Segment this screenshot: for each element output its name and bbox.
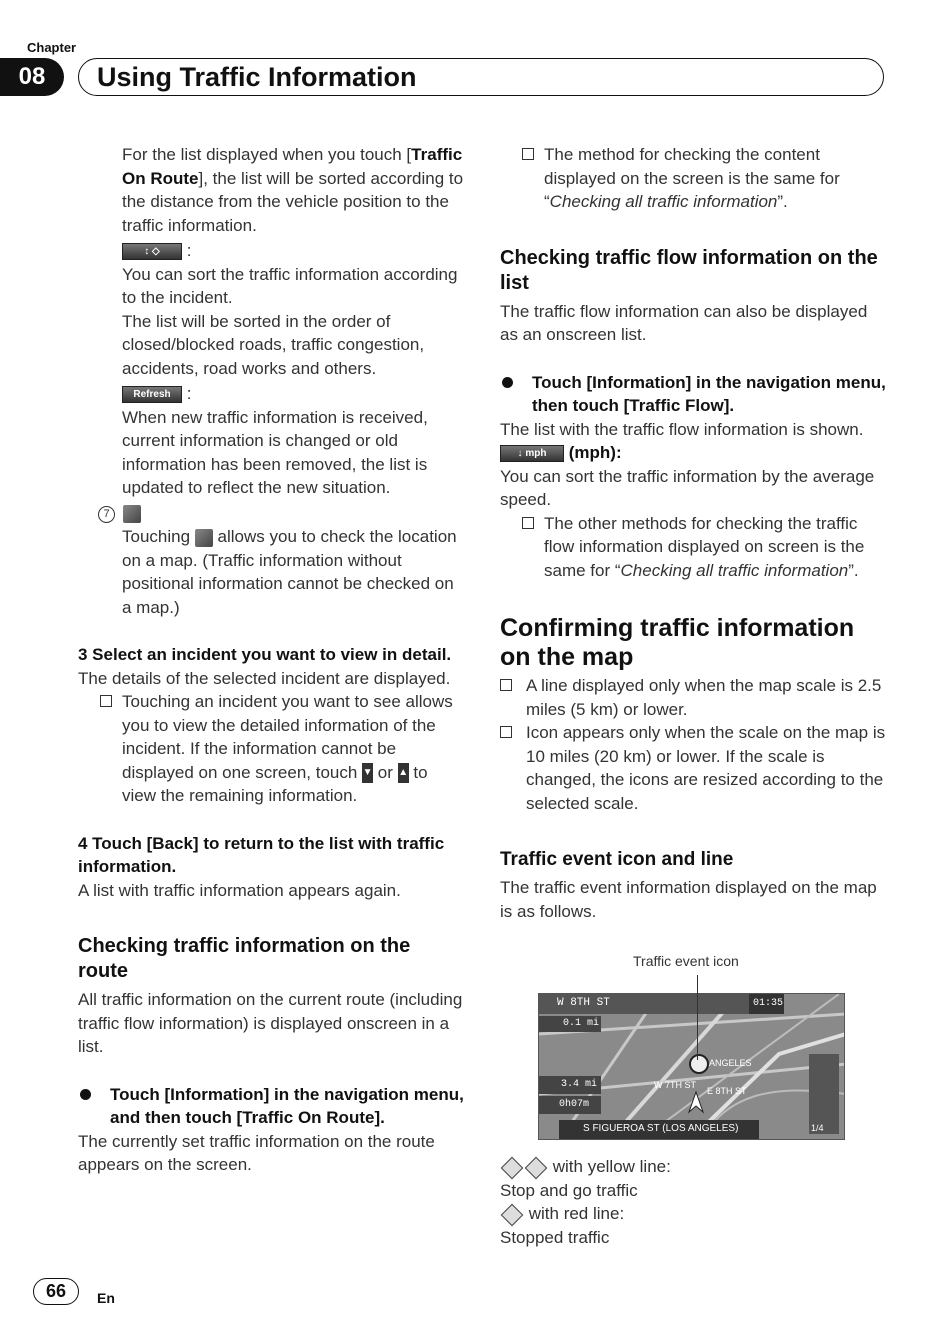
caption-leader-line [697, 975, 698, 1060]
refresh-text: When new traffic information is received, current information is changed or old information has been removed, the list is updated to reflect the new situation. [122, 407, 428, 497]
intro-text-b: ], the list will be sorted according to the distance from the vehicle position to the traffic information. [122, 168, 464, 235]
figure-caption: Traffic event icon [633, 953, 739, 969]
note-other-methods [500, 512, 888, 583]
step-3-heading: 3 Select an incident you want to view in detail. [78, 645, 452, 664]
language-code: En [97, 1290, 115, 1306]
chapter-title-box [78, 58, 884, 96]
step-3-text: The details of the selected incident are displayed. [78, 668, 451, 688]
chapter-number: 08 [0, 58, 64, 96]
left-column [78, 143, 464, 1177]
confirm-note-1 [500, 674, 888, 721]
page-number: 66 [33, 1278, 79, 1305]
intro-paragraph [122, 143, 464, 237]
map-street-bottom: S FIGUEROA ST (LOS ANGELES) [583, 1123, 739, 1134]
step-3-note [78, 690, 464, 808]
legend-2-label: with red line: [528, 1204, 625, 1223]
event-section-heading: Traffic event icon and line [500, 849, 734, 870]
intro-text-a: For the list displayed when you touch [ [122, 145, 412, 164]
note-checkbox-icon [522, 148, 534, 160]
route-section-heading: Checking traffic information on the route [78, 935, 411, 982]
map-street-top: W 8TH ST [557, 997, 610, 1009]
mph-row [500, 441, 888, 465]
chapter-label: Chapter [27, 40, 77, 55]
mph-text: You can sort the traffic information by the average speed. [500, 466, 875, 509]
flow-bullet-result: The list with the traffic flow information is shown. [500, 419, 864, 439]
confirm-note-2-text: Icon appears only when the scale on the map is 10 miles (20 km) or lower. If the scale is changed, the icons are resized according to the selected scale. [526, 723, 886, 813]
note-other-text-b: ”. [848, 560, 859, 580]
legend-row-2 [500, 1202, 671, 1226]
step-4-heading: 4 Touch [Back] to return to the list with traffic information. [78, 833, 445, 876]
map-distance-top: 0.1 mi [563, 1018, 600, 1029]
flow-text: The traffic flow information can also be displayed as an onscreen list. [500, 301, 868, 344]
intro-bold: Traffic On Route [122, 145, 463, 188]
confirm-section-heading: Confirming traffic information on the map [500, 614, 855, 671]
map-street-mid2: E 8TH ST [707, 1086, 747, 1096]
map-distance-2: 3.4 mi [561, 1079, 598, 1090]
confirm-note-1-text: A line displayed only when the map scale is 2.5 miles (5 km) or lower. [526, 676, 882, 719]
event-text: The traffic event information displayed on the map is as follows. [500, 878, 877, 921]
route-bullet-text: Touch [Information] in the navigation menu, and then touch [Traffic On Route]. [110, 1084, 464, 1127]
note-other-italic: Checking all traffic information [620, 560, 849, 580]
confirm-note-2 [500, 721, 888, 815]
scroll-up-icon: ▲ [398, 763, 409, 783]
touch-paragraph [122, 525, 464, 619]
stop-go-icon-alt [525, 1156, 548, 1179]
sort-text-1: You can sort the traffic information according to the incident. [122, 264, 458, 307]
sort-icon-row: ↕ ◇ : [122, 239, 464, 263]
legend-2-desc: Stopped traffic [500, 1227, 610, 1247]
note-checkbox-icon [522, 517, 534, 529]
sort-incident-icon: ↕ ◇ [122, 243, 182, 260]
flow-bullet-text: Touch [Information] in the navigation menu, then touch [Traffic Flow]. [532, 372, 886, 415]
bullet-dot-icon [502, 377, 513, 388]
mph-sort-icon: ↓ mph [500, 445, 564, 462]
step-4-text: A list with traffic information appears again. [78, 880, 401, 900]
flow-section-heading: Checking traffic flow information on the list [500, 246, 878, 294]
note-method-italic: Checking all traffic information [549, 192, 778, 211]
map-time: 01:35 [753, 998, 784, 1009]
note-checkbox-icon [500, 726, 512, 738]
map-graphic [539, 994, 845, 1140]
touch-text-a: Touching [122, 527, 191, 546]
note-other-text-a: The other methods for checking the traffic flow information displayed on screen is the same for “ [544, 513, 865, 580]
route-bullet-result: The currently set traffic information on the route appears on the screen. [78, 1131, 435, 1174]
note-method [500, 143, 888, 214]
stopped-icon [501, 1203, 524, 1226]
right-column [500, 143, 888, 923]
map-eta: 0h07m [559, 1099, 590, 1110]
map-screenshot [538, 993, 845, 1140]
route-text: All traffic information on the current route (including traffic flow information) is displayed onscreen in a list. [78, 990, 463, 1056]
sort-text-2: The list will be sorted in the order of closed/blocked roads, traffic congestion, accidents, road works and others. [122, 311, 425, 378]
legend-1-label: with yellow line: [552, 1157, 671, 1176]
legend-row-1 [500, 1155, 671, 1179]
mph-label: (mph): [568, 443, 622, 462]
map-locate-icon-inline [195, 529, 213, 547]
map-street-mid1: W 7TH ST [654, 1080, 696, 1090]
chapter-title: Using Traffic Information [97, 61, 417, 92]
flow-bullet [500, 371, 888, 418]
map-scale: 1/4 [811, 1123, 824, 1133]
step-3-note-or: or [377, 762, 393, 782]
map-locate-icon [123, 505, 141, 523]
step-3-note-text-b: to view the remaining information. [122, 762, 428, 805]
bullet-dot-icon [80, 1089, 91, 1100]
circled-number-7: 7 [98, 506, 115, 523]
refresh-icon: Refresh [122, 386, 182, 403]
legend-1-desc: Stop and go traffic [500, 1180, 638, 1200]
legend [500, 1155, 671, 1249]
item-7-row [78, 502, 464, 526]
touch-text-b: allows you to check the location on a map. (Traffic information without positional information cannot be checked on a map.) [122, 527, 457, 617]
refresh-icon-row: Refresh : [122, 382, 464, 406]
scroll-down-icon: ▼ [362, 763, 373, 783]
note-method-text-b: ”. [777, 192, 788, 211]
note-checkbox-icon [500, 679, 512, 691]
stop-go-icon [501, 1156, 524, 1179]
note-method-text-a: The method for checking the content displayed on the screen is the same for “ [544, 145, 840, 211]
note-checkbox-icon [100, 695, 112, 707]
step-3-note-text-a: Touching an incident you want to see allows you to view the detailed information of the incident. If the information cannot be displayed on one screen, touch [122, 692, 453, 782]
map-angeles: ANGELES [709, 1058, 752, 1068]
route-bullet [78, 1083, 464, 1130]
